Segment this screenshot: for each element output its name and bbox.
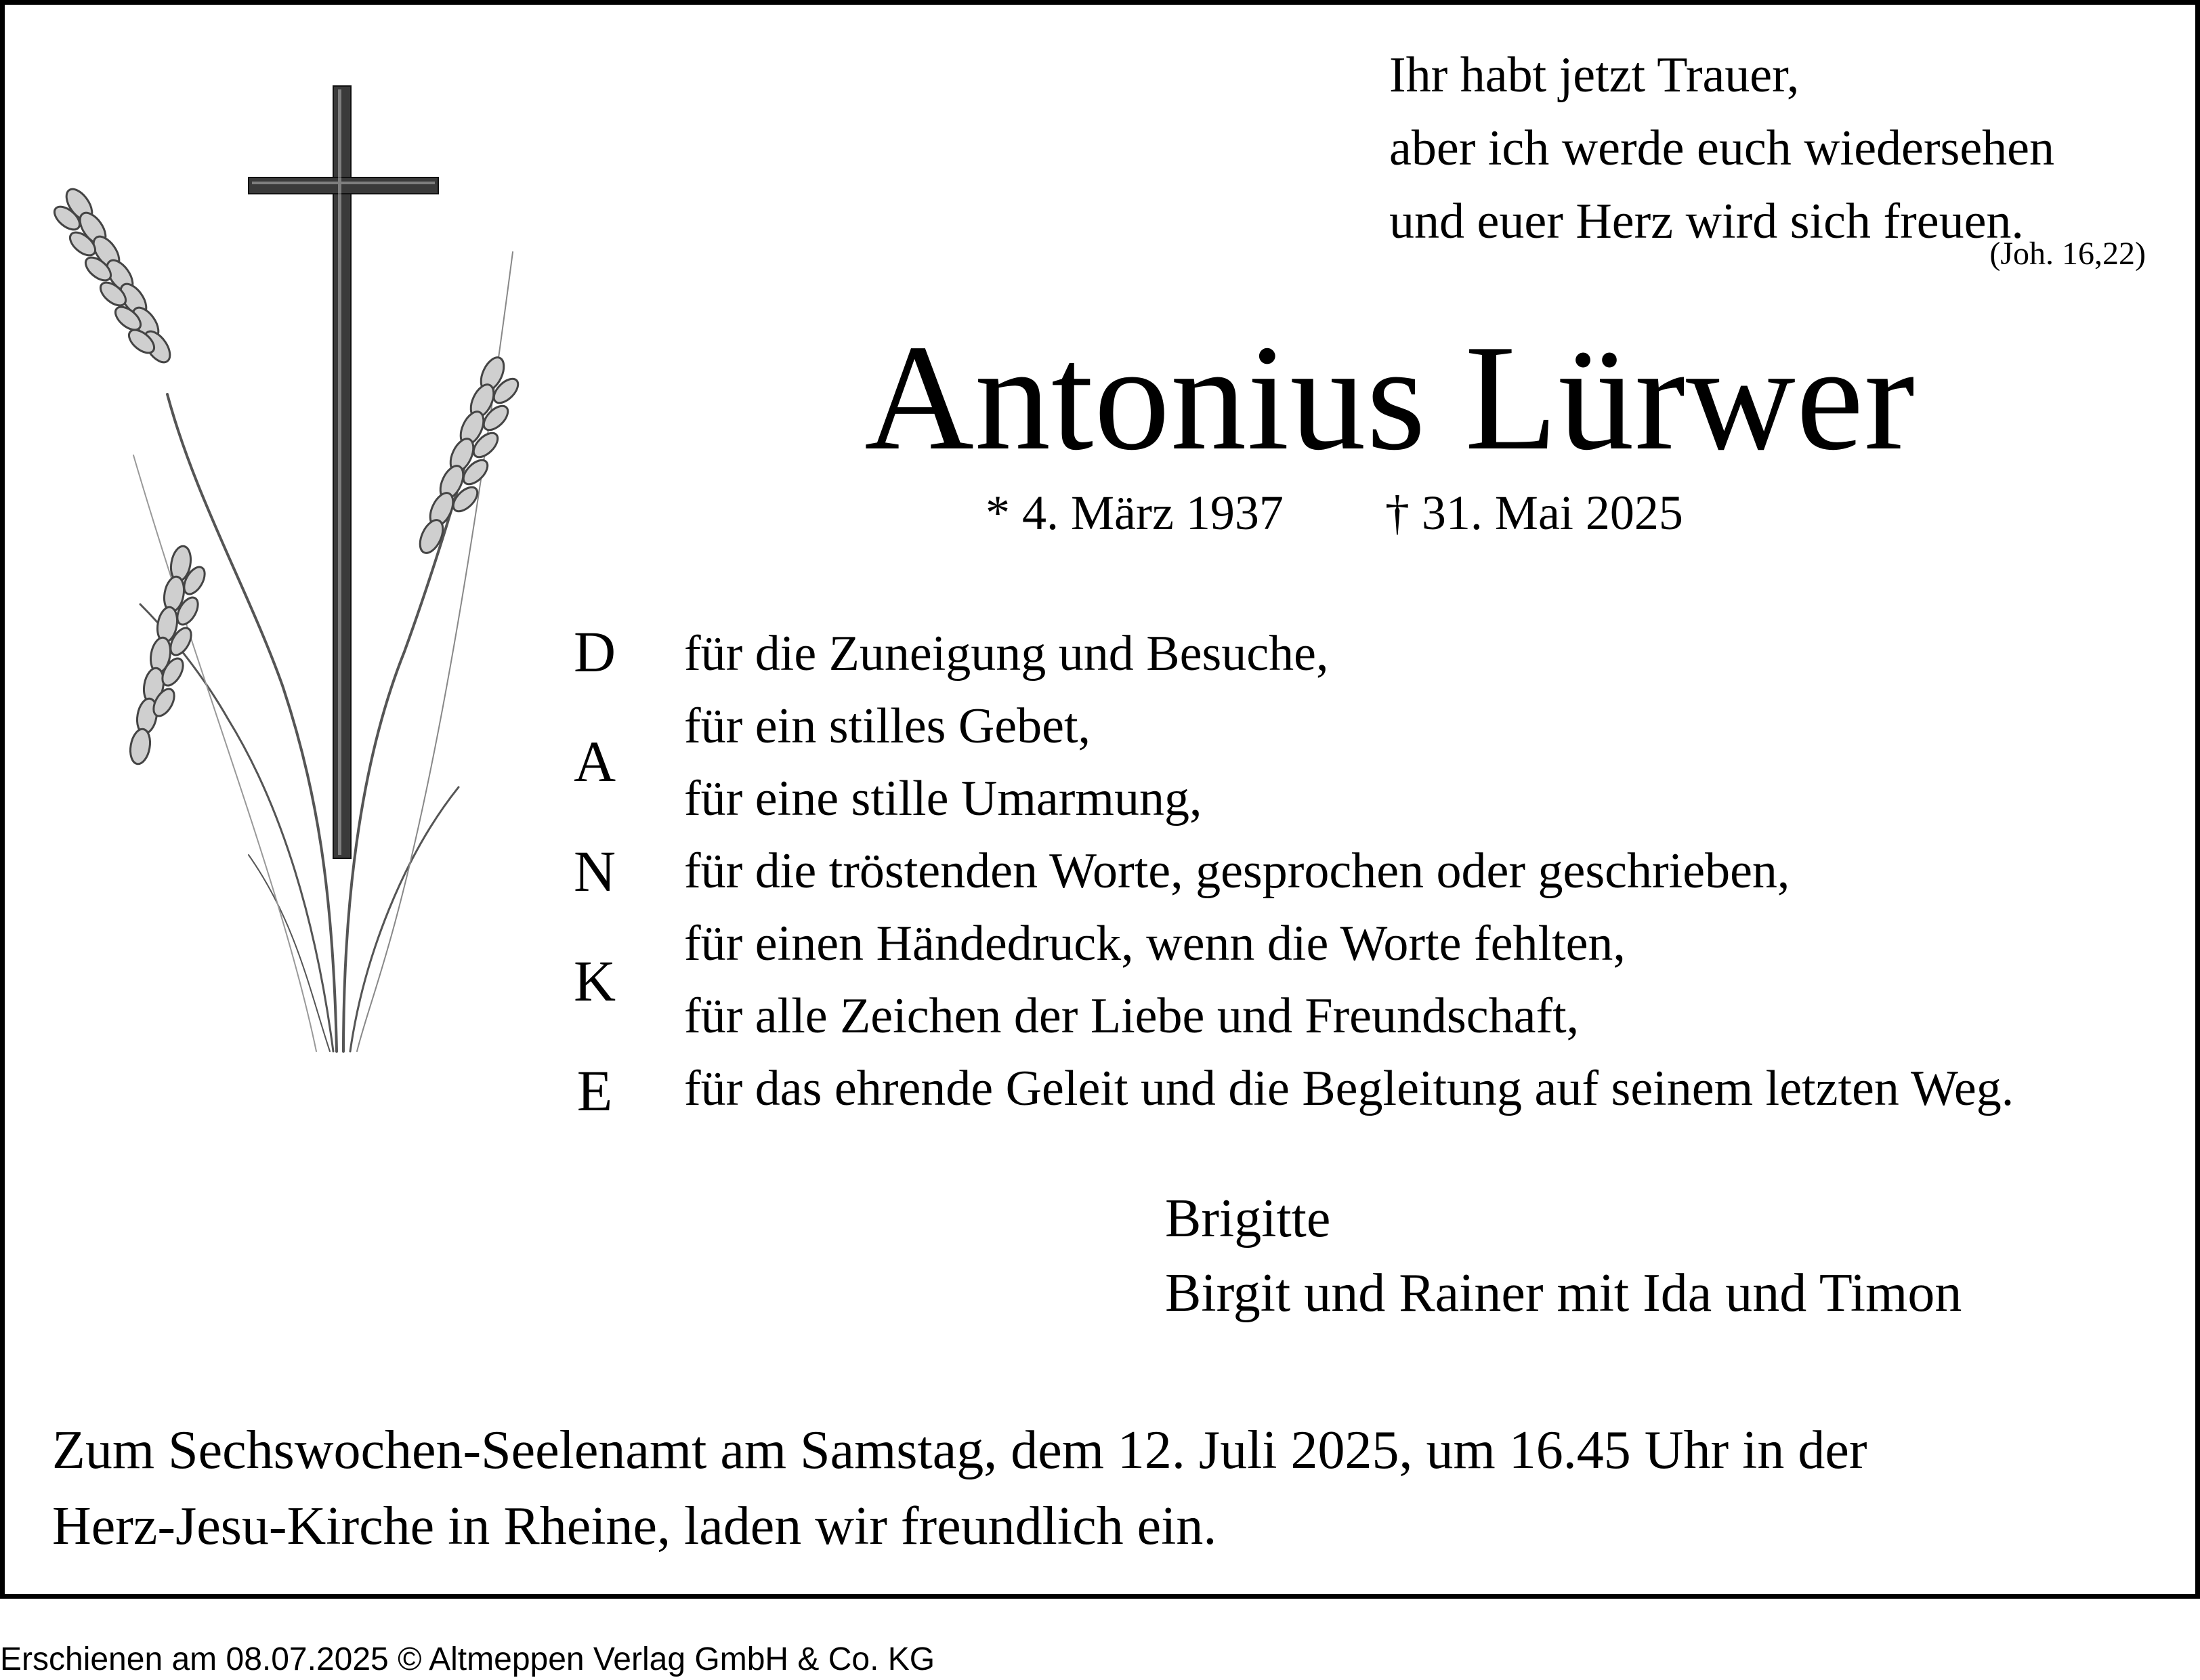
- verse-line: Ihr habt jetzt Trauer,: [1389, 47, 1800, 103]
- thanks-line: für die tröstenden Worte, gesprochen oder geschrieben,: [684, 843, 1790, 899]
- thanks-list: [684, 618, 2014, 1125]
- life-dates: [986, 479, 1683, 547]
- verse-line: und euer Herz wird sich freuen.: [1389, 194, 2024, 249]
- bible-verse: [1389, 39, 2054, 258]
- publication-footer: Erschienen am 08.07.2025 © Altmeppen Verlag GmbH & Co. KG: [0, 1641, 935, 1677]
- deceased-name: Antonius Lürwer: [864, 314, 1916, 482]
- invitation-line: Zum Sechswochen-Seelenamt am Samstag, dem 12. Juli 2025, um 16.45 Uhr in der: [52, 1421, 1867, 1480]
- death-date: † 31. Mai 2025: [1384, 486, 1683, 540]
- thanks-line: für das ehrende Geleit und die Begleitung auf seinem letzten Weg.: [684, 1061, 2014, 1116]
- thanks-line: für alle Zeichen der Liebe und Freundschaft,: [684, 988, 1580, 1044]
- verse-reference: (Joh. 16,22): [1989, 236, 2146, 272]
- danke-letter: E: [576, 1058, 613, 1123]
- birth-date: * 4. März 1937: [986, 486, 1284, 540]
- thanks-line: für einen Händedruck, wenn die Worte fehlten,: [684, 916, 1626, 971]
- thanks-line: für eine stille Umarmung,: [684, 771, 1202, 826]
- signer-line: Brigitte: [1165, 1189, 1331, 1248]
- thanks-line: für die Zuneigung und Besuche,: [684, 626, 1329, 681]
- danke-letter: D: [573, 619, 616, 684]
- cross-with-wheat-icon: [25, 76, 553, 1065]
- invitation-line: Herz-Jesu-Kirche in Rheine, laden wir freundlich ein.: [52, 1496, 1217, 1556]
- danke-letter: N: [573, 839, 616, 904]
- verse-line: aber ich werde euch wiedersehen: [1389, 121, 2055, 176]
- signers: [1165, 1181, 1962, 1330]
- signer-line: Birgit und Rainer mit Ida und Timon: [1165, 1263, 1962, 1323]
- service-invitation: [52, 1412, 1867, 1564]
- danke-letter: K: [573, 948, 616, 1013]
- thanks-line: für ein stilles Gebet,: [684, 698, 1091, 754]
- danke-letter: A: [573, 729, 616, 794]
